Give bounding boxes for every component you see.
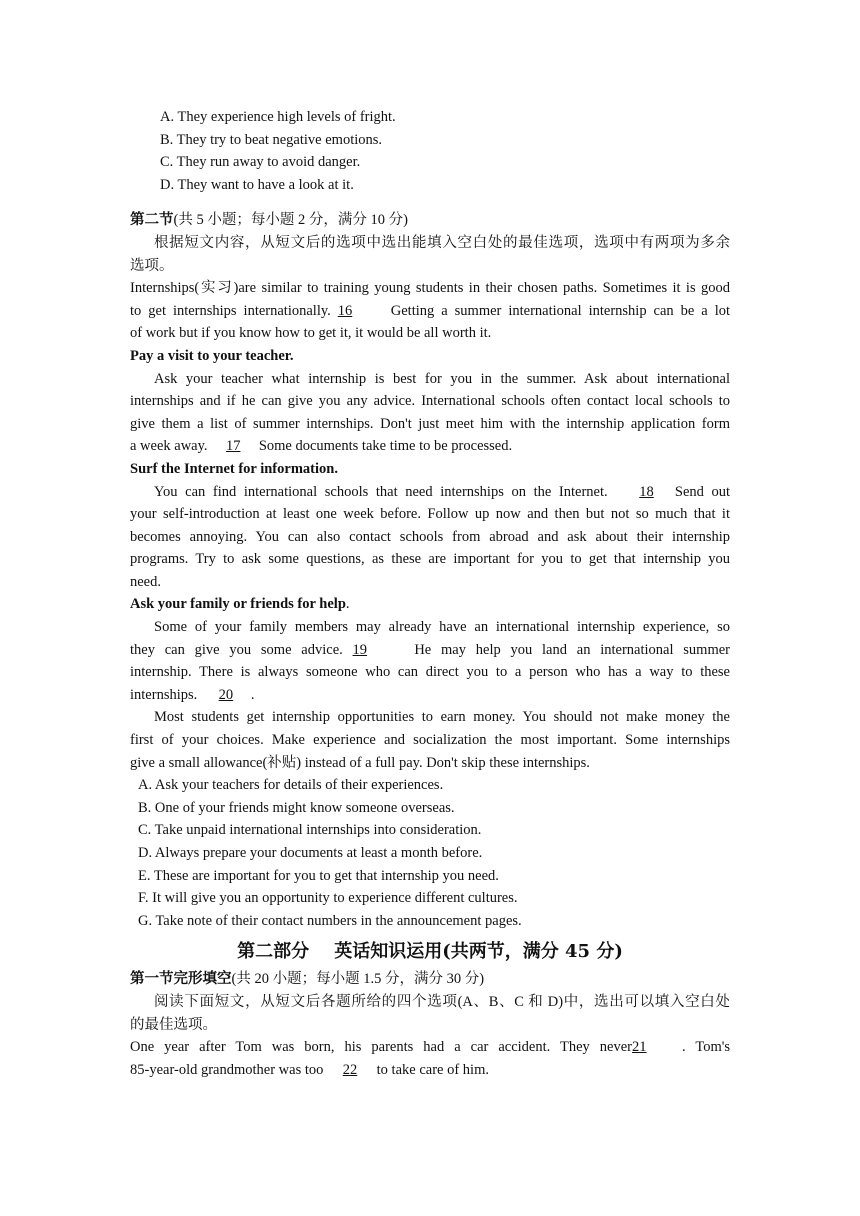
- intro-line1: Internships(实习)are similar to training young students in their chosen paths. Sometimes it is good: [130, 280, 730, 297]
- answer-option-d: D. Always prepare your documents at least a month before.: [138, 845, 483, 861]
- answer-options: [130, 774, 730, 932]
- section-instruction-line2: 选项。: [130, 257, 174, 274]
- para3-line4: internships. 20 .: [130, 684, 730, 707]
- para2-line3: becomes annoying. You can also contact schools from abroad and ask about their internship: [130, 528, 730, 545]
- cloze-instruction-line2: 的最佳选项。: [130, 1016, 217, 1033]
- para1-line4: a week away. 17 Some documents take time to be processed.: [130, 435, 730, 458]
- subheading-teacher: Pay a visit to your teacher.: [130, 347, 294, 364]
- para1-line2: internships and if he can give you any advice. International schools often contact local schools to: [130, 393, 730, 410]
- answer-option-b: B. One of your friends might know someone overseas.: [138, 799, 455, 816]
- subheading-family: Ask your family or friends for help.: [130, 596, 350, 613]
- para2-line1: You can find international schools that need internships on the Internet. 18 Send out: [130, 481, 730, 504]
- blank-21: 21: [632, 1039, 647, 1056]
- option-b: B. They try to beat negative emotions.: [160, 131, 383, 148]
- para4-line1: Most students get internship opportunities to earn money. You should not make money the: [154, 709, 730, 726]
- para1-line1: Ask your teacher what internship is best for you in the summer. Ask about international: [154, 370, 730, 387]
- answer-option-c: C. Take unpaid international internships into consideration.: [138, 822, 482, 839]
- para2-line4: programs. Try to ask some questions, as these are important for you to get that internship you: [130, 551, 730, 568]
- para2-line5: need.: [130, 573, 161, 590]
- option-d: D. They want to have a look at it.: [160, 176, 354, 193]
- cloze-heading: 第一节完形填空(共 20 小题；每小题 1.5 分，满分 30 分): [130, 971, 485, 988]
- blank-16: 16: [337, 302, 353, 319]
- subheading-internet: Surf the Internet for information.: [130, 460, 338, 477]
- exam-page: [130, 106, 730, 1081]
- answer-option-f: F. It will give you an opportunity to experience different cultures.: [138, 890, 518, 907]
- para3-line1: Some of your family members may already have an international internship experience, so: [154, 619, 730, 636]
- para1-line3: give them a list of summer internships. Don't just meet him with the internship application form: [130, 415, 730, 432]
- blank-17: 17: [225, 438, 241, 455]
- para3-line2: they can give you some advice. 19 He may help you land an international summer: [130, 639, 730, 662]
- cloze-instruction-line1: 阅读下面短文，从短文后各题所给的四个选项(A、B、C 和 D)中，选出可以填入空白处: [154, 993, 730, 1010]
- para4-line2: first of your choices. Make experience and socialization the most important. Some internships: [130, 732, 730, 749]
- option-a: A. They experience high levels of fright.: [160, 109, 396, 125]
- previous-question-options: [130, 106, 730, 196]
- blank-20: 20: [218, 686, 234, 703]
- section-heading-title: 第二节: [130, 212, 174, 229]
- cloze-text-line2: 85-year-old grandmother was too 22 to take care of him.: [130, 1059, 730, 1082]
- para2-line2: your self-introduction at least one week before. Follow up now and then but not so much that it: [130, 506, 730, 523]
- para4-line3: give a small allowance(补贴) instead of a full pay. Don't skip these internships.: [130, 754, 590, 771]
- blank-22: 22: [342, 1061, 358, 1078]
- cloze-text-line1: One year after Tom was born, his parents had a car accident. They never21 . Tom's: [130, 1036, 730, 1059]
- part-title: 第二部分 英话知识运用(共两节，满分 45 分): [237, 941, 623, 963]
- answer-option-a: A. Ask your teachers for details of their experiences.: [138, 777, 444, 794]
- section-heading-scoring: (共 5 小题；每小题 2 分，满分 10 分): [173, 212, 408, 229]
- answer-option-g: G. Take note of their contact numbers in the announcement pages.: [138, 912, 522, 929]
- blank-18: 18: [639, 483, 654, 500]
- intro-line2: to get internships internationally. 16 Getting a summer international internship can be a lot: [130, 300, 730, 323]
- section-heading: [130, 209, 730, 232]
- option-c: C. They run away to avoid danger.: [160, 154, 361, 171]
- para3-line3: internship. There is always someone who can direct you to a person who has a way to these: [130, 664, 730, 681]
- blank-19: 19: [352, 641, 368, 658]
- intro-line3: of work but if you know how to get it, it would be all worth it.: [130, 325, 492, 342]
- section-instruction-line1: 根据短文内容，从短文后的选项中选出能填入空白处的最佳选项，选项中有两项为多余: [154, 234, 730, 251]
- answer-option-e: E. These are important for you to get that internship you need.: [138, 867, 499, 884]
